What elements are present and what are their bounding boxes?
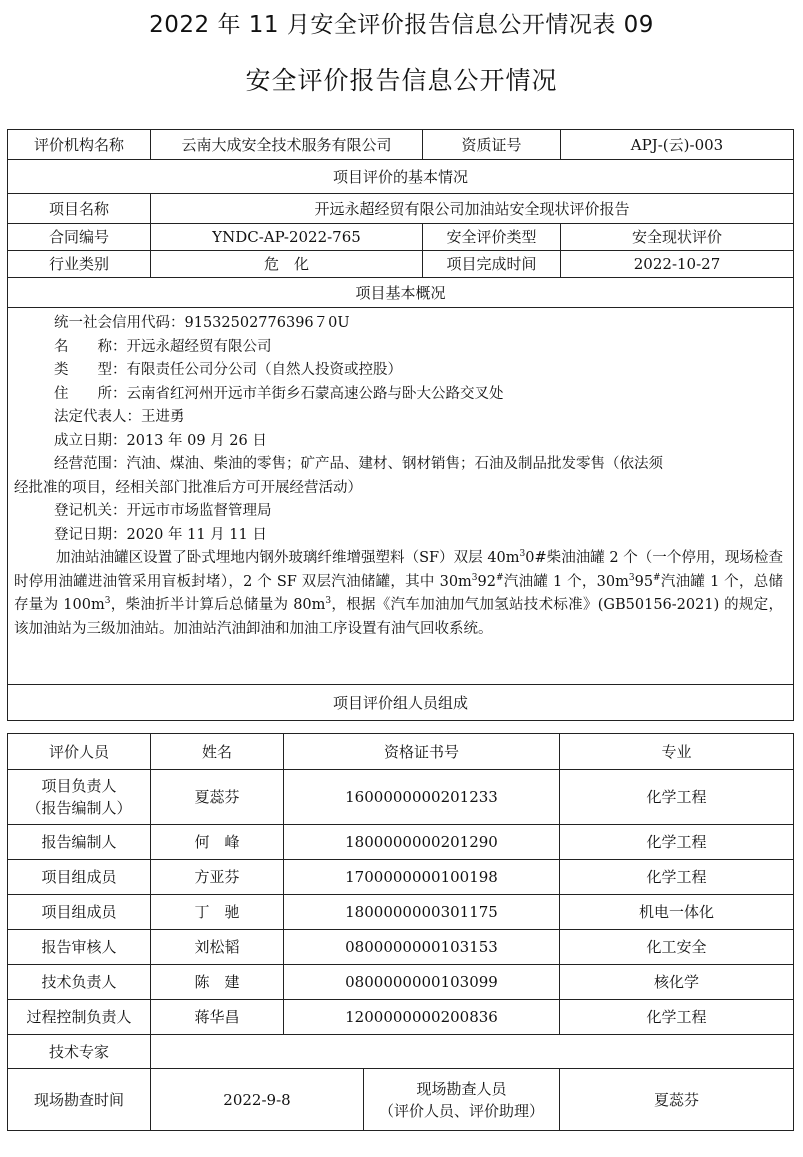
table-row (8, 770, 794, 825)
table-row (8, 860, 794, 895)
survey-table (7, 1068, 794, 1131)
name-cell: 何 峰 (151, 825, 284, 860)
credit-code: 统一社会信用代码：91532502776396７0U (54, 315, 350, 331)
registration-office: 登记机关：开远市市场监督管理局 (54, 503, 272, 519)
cert-value: APJ-(云)-003 (561, 130, 794, 160)
table-row (8, 930, 794, 965)
expert-value (151, 1035, 794, 1069)
role-cell: 报告审核人 (8, 930, 151, 965)
survey-row (8, 1069, 794, 1131)
major-cell: 化学工程 (560, 860, 794, 895)
name-cell: 蒋华昌 (151, 1000, 284, 1035)
cert-cell: 0800000000103099 (284, 965, 560, 1000)
cert-cell: 1800000000201290 (284, 825, 560, 860)
overview-body (8, 308, 794, 685)
survey-staff-label: 现场勘查人员 （评价人员、评价助理） (364, 1069, 560, 1131)
major-cell: 核化学 (560, 965, 794, 1000)
info-table (7, 129, 794, 721)
name-cell: 陈 建 (151, 965, 284, 1000)
overview-section-header: 项目基本概况 (8, 278, 794, 308)
business-scope-2: 经批准的项目，经相关部门批准后方可开展经营活动） (14, 479, 362, 496)
major-cell: 机电一体化 (560, 895, 794, 930)
survey-time-label: 现场勘查时间 (8, 1069, 151, 1131)
cert-cell: 0800000000103153 (284, 930, 560, 965)
survey-staff-value: 夏蕊芬 (560, 1069, 794, 1131)
registration-date: 登记日期：2020 年 11 月 11 日 (54, 526, 267, 543)
table-row (8, 895, 794, 930)
contract-value: YNDC-AP-2022-765 (151, 224, 423, 251)
basic-section-header: 项目评价的基本情况 (8, 160, 794, 194)
finish-label: 项目完成时间 (423, 251, 561, 278)
major-cell: 化学工程 (560, 825, 794, 860)
cert-label: 资质证号 (423, 130, 561, 160)
document-title: 2022 年 11 月安全评价报告信息公开情况表 09 (149, 12, 654, 38)
business-scope-1: 经营范围：汽油、煤油、柴油的零售；矿产品、建材、钢材销售；石油及制品批发零售（依法须 (54, 456, 663, 472)
table-row (8, 1000, 794, 1035)
name-cell: 方亚芬 (151, 860, 284, 895)
team-section-header: 项目评价组人员组成 (8, 685, 794, 721)
org-row (8, 130, 794, 160)
finish-value: 2022-10-27 (561, 251, 794, 278)
name-cell: 丁 驰 (151, 895, 284, 930)
role-cell: 项目负责人 （报告编制人） (8, 770, 151, 825)
major-cell: 化工安全 (560, 930, 794, 965)
team-table (7, 733, 794, 1069)
station-description: 加油站油罐区设置了卧式埋地内钢外玻璃纤维增强塑料（SF）双层 $40m^30\#$柴油油罐 2 个（一个停用，现场检查时停用油罐进油管采用盲板封堵），2 个 SF 双层汽油储罐，其中 $30m^392^{\#}$汽油罐 1 个，$30m^395^{\#}$汽油罐 1 个，总储存量为 $100m^3$，柴油折半计算后总储量为 $80m^3$，根据《汽车加油加气加氢站技术标准》(GB50156-2021) 的规定，该加油站为三级加油站。加油站汽油卸油和加油工序设置有油气回收系统。 (14, 549, 784, 637)
establish-date: 成立日期：2013 年 09 月 26 日 (54, 432, 267, 449)
header-role: 评价人员 (8, 734, 151, 770)
header-cert: 资格证书号 (284, 734, 560, 770)
eval-type-label: 安全评价类型 (423, 224, 561, 251)
major-cell: 化学工程 (560, 770, 794, 825)
table-row (8, 825, 794, 860)
role-cell: 技术负责人 (8, 965, 151, 1000)
legal-representative: 法定代表人：王进勇 (54, 409, 185, 425)
role-cell: 项目组成员 (8, 895, 151, 930)
company-name: 名 称：开远永超经贸有限公司 (54, 338, 272, 355)
cert-cell: 1700000000100198 (284, 860, 560, 895)
cert-cell: 1200000000200836 (284, 1000, 560, 1035)
role-cell: 过程控制负责人 (8, 1000, 151, 1035)
name-cell: 刘松韬 (151, 930, 284, 965)
company-type: 类 型：有限责任公司分公司（自然人投资或控股） (54, 362, 402, 378)
name-cell: 夏蕊芬 (151, 770, 284, 825)
org-value: 云南大成安全技术服务有限公司 (151, 130, 423, 160)
header-major: 专业 (560, 734, 794, 770)
project-name-label: 项目名称 (8, 194, 151, 224)
survey-time-value: 2022-9-8 (151, 1069, 364, 1131)
header-name: 姓名 (151, 734, 284, 770)
cert-cell: 1800000000301175 (284, 895, 560, 930)
role-cell: 报告编制人 (8, 825, 151, 860)
eval-type-value: 安全现状评价 (561, 224, 794, 251)
expert-row (8, 1035, 794, 1069)
role-cell: 项目组成员 (8, 860, 151, 895)
major-cell: 化学工程 (560, 1000, 794, 1035)
document-subtitle: 安全评价报告信息公开情况 (245, 66, 558, 95)
industry-label: 行业类别 (8, 251, 151, 278)
org-label: 评价机构名称 (8, 130, 151, 160)
team-header-row (8, 734, 794, 770)
industry-value: 危 化 (151, 251, 423, 278)
cert-cell: 1600000000201233 (284, 770, 560, 825)
contract-label: 合同编号 (8, 224, 151, 251)
table-row (8, 965, 794, 1000)
expert-label: 技术专家 (8, 1035, 151, 1069)
company-address: 住 所：云南省红河州开远市羊街乡石蒙高速公路与卧大公路交叉处 (54, 385, 504, 402)
project-name-value: 开远永超经贸有限公司加油站安全现状评价报告 (151, 194, 794, 224)
